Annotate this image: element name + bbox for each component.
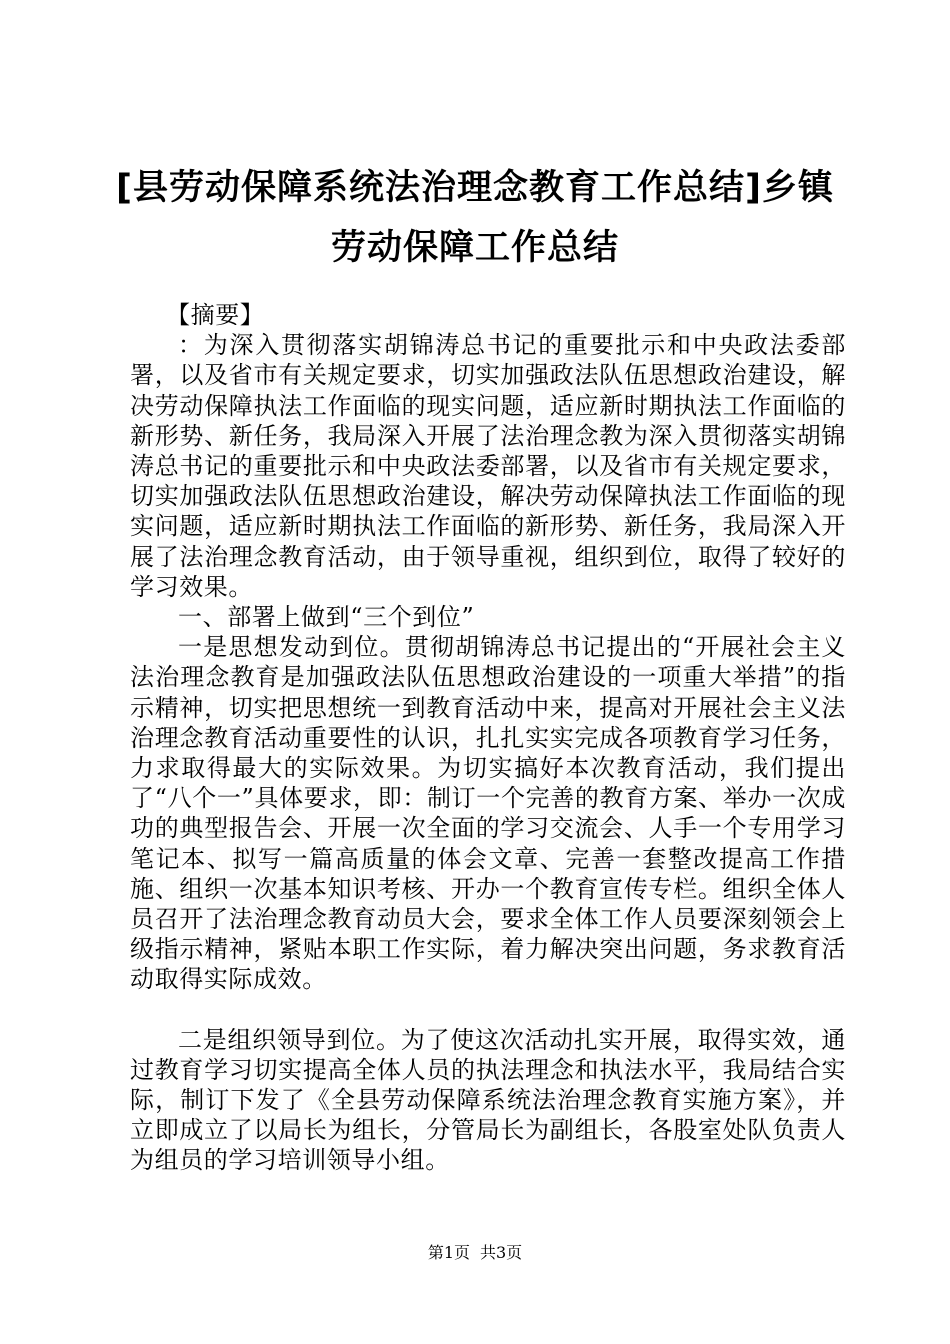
section-heading: 一、部署上做到“三个到位” xyxy=(178,603,475,632)
page-total: 共3页 xyxy=(480,1243,523,1262)
document-title: [县劳动保障系统法治理念教育工作总结]乡镇劳动保障工作总结 xyxy=(116,168,834,268)
page-number: 第1页 xyxy=(427,1243,470,1262)
document-body xyxy=(130,300,846,1176)
abstract-paragraph: ：为深入贯彻落实胡锦涛总书记的重要批示和中央政法委部署，以及省市有关规定要求，切实加强政法队伍思想政治建设，解决劳动保障执法工作面临的现实问题，适应新时期执法工作面临的新形势、新任务，我局深入开展了法治理念教为深入贯彻落实胡锦涛总书记的重要批示和中央政法委部署，以及省市有关规定要求，切实加强政法队伍思想政治建设，解决劳动保障执法工作面临的现实问题，适应新时期执法工作面临的新形势、新任务，我局深入开展了法治理念教育活动，由于领导重视，组织到位，取得了较好的学习效果。 xyxy=(130,331,846,601)
body-paragraph: 一是思想发动到位。贯彻胡锦涛总书记提出的“开展社会主义法治理念教育是加强政法队伍思想政治建设的一项重大举措”的指示精神，切实把思想统一到教育活动中来，提高对开展社会主义法治理念教育活动重要性的认识，扎扎实实完成各项教育学习任务，力求取得最大的实际效果。为切实搞好本次教育活动，我们提出了“八个一”具体要求，即：制订一个完善的教育方案、举办一次成功的典型报告会、开展一次全面的学习交流会、人手一个专用学习笔记本、拟写一篇高质量的体会文章、完善一套整改提高工作措施、组织一次基本知识考核、开办一个教育宣传专栏。组织全体人员召开了法治理念教育动员大会，要求全体工作人员要深刻领会上级指示精神，紧贴本职工作实际，着力解决突出问题，务求教育活动取得实际成效。 xyxy=(130,633,846,994)
page-footer xyxy=(0,1243,950,1263)
abstract-label: 【摘要】 xyxy=(166,301,265,329)
body-paragraph: 二是组织领导到位。为了使这次活动扎实开展，取得实效，通过教育学习切实提高全体人员的执法理念和执法水平，我局结合实际，制订下发了《全县劳动保障系统法治理念教育实施方案》，并立即成立了以局长为组长，分管局长为副组长，各股室处队负责人为组员的学习培训领导小组。 xyxy=(130,1025,846,1175)
